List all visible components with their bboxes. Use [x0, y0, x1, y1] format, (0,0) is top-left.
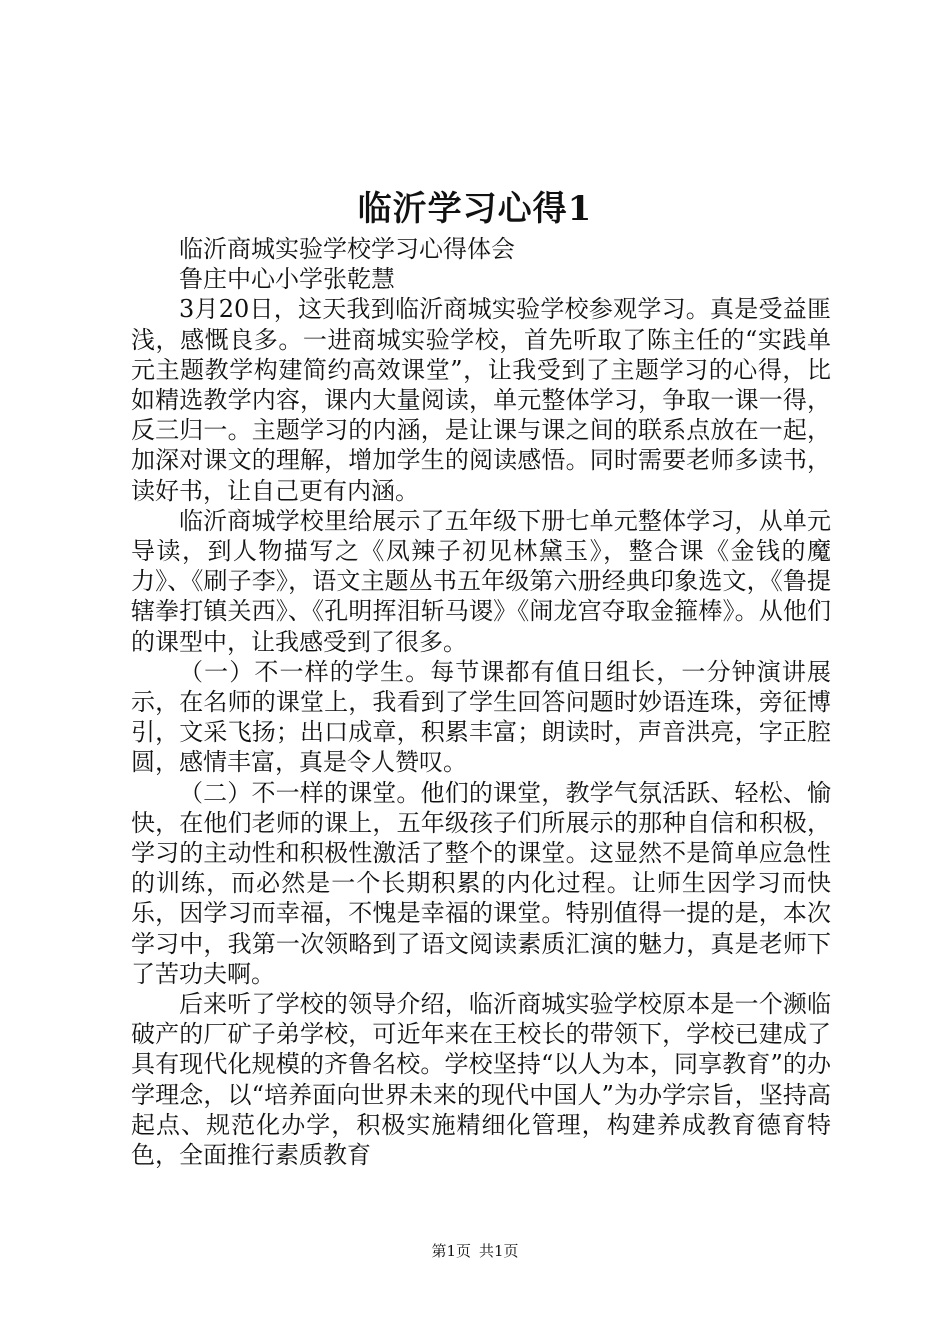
body-paragraph: 临沂商城学校里给展示了五年级下册七单元整体学习，从单元导读，到人物描写之《凤辣子初见林黛玉》，整合课《金钱的魔力》、《刷子李》，语文主题丛书五年级第六册经典印象选文，《鲁提辖拳打镇关西》、《孔明挥泪斩马谡》《闹龙宫夺取金箍棒》。从他们的课型中，让我感受到了很多。	[131, 506, 831, 656]
document-title: 临沂学习心得1	[357, 189, 593, 229]
body-paragraph: 后来听了学校的领导介绍，临沂商城实验学校原本是一个濒临破产的厂矿子弟学校，可近年来在王校长的带领下，学校已建成了具有现代化规模的齐鲁名校。学校坚持“以人为本，同享教育”的办学理念，以“培养面向世界未来的现代中国人”为办学宗旨，坚持高起点、规范化办学，积极实施精细化管理，构建养成教育德育特色，全面推行素质教育	[131, 990, 831, 1170]
page-total: 共1页	[479, 1242, 519, 1260]
page-footer	[0, 1241, 950, 1261]
subtitle-paragraph: 临沂商城实验学校学习心得体会	[179, 235, 515, 263]
body-paragraph: 3月20日，这天我到临沂商城实验学校参观学习。真是受益匪浅，感慨良多。一进商城实验学校，首先听取了陈主任的“实践单元主题教学构建简约高效课堂”，让我受到了主题学习的心得，比如精选教学内容，课内大量阅读，单元整体学习，争取一课一得，反三归一。主题学习的内涵，是让课与课之间的联系点放在一起，加深对课文的理解，增加学生的阅读感悟。同时需要老师多读书，读好书，让自己更有内涵。	[131, 295, 831, 505]
author-paragraph: 鲁庄中心小学张乾慧	[179, 265, 395, 294]
page-number: 第1页	[431, 1242, 471, 1260]
body-paragraph: （二）不一样的课堂。他们的课堂，教学气氛活跃、轻松、愉快，在他们老师的课上，五年级孩子们所展示的那种自信和积极，学习的主动性和积极性激活了整个的课堂。这显然不是简单应急性的训练，而必然是一个长期积累的内化过程。让师生因学习而快乐，因学习而幸福，不愧是幸福的课堂。特别值得一提的是，本次学习中，我第一次领略到了语文阅读素质汇演的魅力，真是老师下了苦功夫啊。	[131, 778, 831, 988]
document-body	[131, 234, 831, 1170]
body-paragraph: （一）不一样的学生。每节课都有值日组长，一分钟演讲展示，在名师的课堂上，我看到了学生回答问题时妙语连珠，旁征博引，文采飞扬；出口成章，积累丰富；朗读时，声音洪亮，字正腔圆，感情丰富，真是令人赞叹。	[131, 657, 831, 777]
